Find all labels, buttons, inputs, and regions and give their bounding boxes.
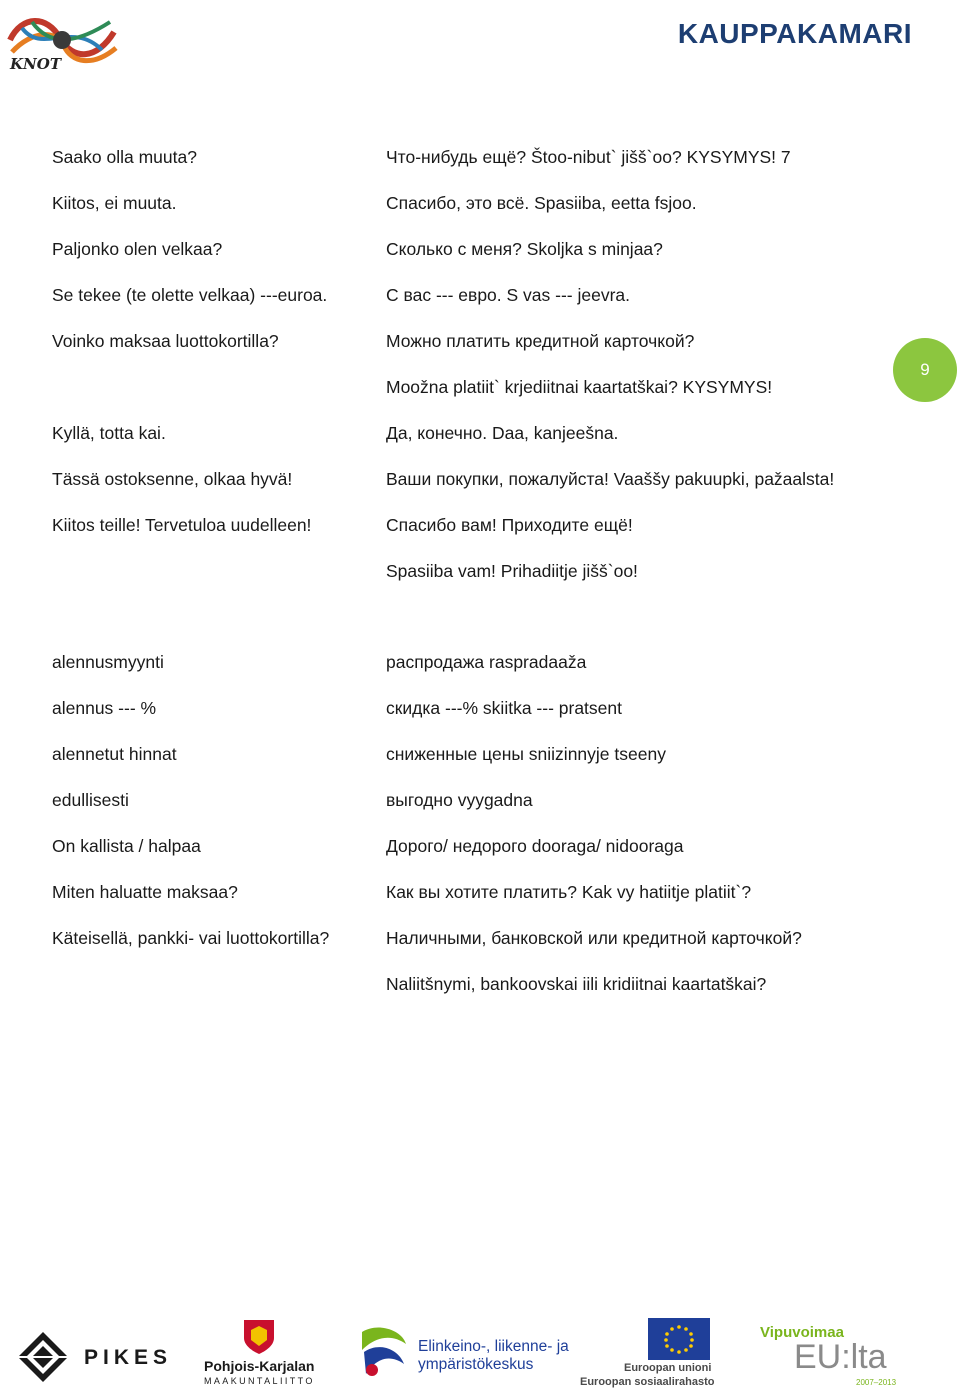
phrase-fi: Kiitos, ei muuta. [52,193,177,213]
ely-keskus-name-line1: Elinkeino-, liikenne- ja [418,1338,569,1355]
knot-logo [2,10,120,72]
phrase-fi: Paljonko olen velkaa? [52,239,223,259]
phrase-fi: alennusmyynti [52,652,164,672]
phrase-fi: edullisesti [52,790,129,810]
pohjois-karjalan-name: Pohjois-Karjalan [204,1358,315,1374]
phrase-fi: On kallista / halpaa [52,836,201,856]
phrase-fi: Tässä ostoksenne, olkaa hyvä! [52,469,293,489]
phrase-ru: Ваши покупки, пожалуйста! Vaaššy pakuupki, pažaalsta! [386,469,835,489]
pohjois-karjalan-subtitle: MAAKUNTALIITTO [204,1376,315,1386]
phrase-ru: Spasiiba vam! Prihadiitje jišš`oo! [386,561,638,581]
phrase-ru: Moožna platiit` krjediitnai kaartatškai? KYSYMYS! [386,377,773,397]
vipuvoimaa-eu-text: EU:lta [794,1338,887,1376]
pohjois-karjalan-crest-icon [242,1318,276,1356]
phrase-ru: Naliitšnymi, bankoovskai iili kridiitnai kaartatškai? [386,974,767,994]
ely-keskus-logo-icon [358,1324,410,1380]
phrase-ru: Можно платить кредитной карточкой? [386,331,695,351]
phrase-ru: С вас --- евро. S vas --- jeevra. [386,285,631,305]
vipuvoimaa-years: 2007–2013 [856,1378,897,1387]
phrase-ru: Что-нибудь ещё? Štoo-nibut` jišš`oo? KYSYMYS! 7 [386,147,791,167]
pikes-logo-text: PIKES [84,1346,173,1369]
phrase-ru: сниженные цены sniizinnyje tseeny [386,744,666,764]
phrase-ru: Да, конечно. Daa, kanjeešna. [386,423,619,443]
phrase-fi: Käteisellä, pankki- vai luottokortilla? [52,928,330,948]
phrase-fi: Miten haluatte maksaa? [52,882,238,902]
phrase-fi: Kiitos teille! Tervetuloa uudelleen! [52,515,312,535]
page-header [0,0,960,90]
eu-name: Euroopan unioni [624,1362,712,1374]
ely-keskus-name-line2: ympäristökeskus [418,1356,534,1373]
sponsor-logos [0,1310,960,1389]
eu-flag-icon [648,1318,710,1360]
phrase-fi: alennus --- % [52,698,157,718]
phrase-ru: Сколько с меня? Skoljka s minjaa? [386,239,663,259]
phrase-fi: alennetut hinnat [52,744,177,764]
pikes-logo-icon [16,1330,70,1384]
phrase-ru: распродажа raspradaaža [386,652,587,672]
eu-fund-name: Euroopan sosiaalirahasto [580,1376,715,1388]
phrase-ru: Дорого/ недорого dooraga/ nidooraga [386,836,684,856]
phrase-ru: Спасибо, это всё. Spasiiba, eetta fsjoo. [386,193,697,213]
kauppakamari-logo: KAUPPAKAMARI [677,18,912,49]
vipuvoimaa-title: Vipuvoimaa [760,1324,844,1341]
phrase-ru: выгодно vyygadna [386,790,533,810]
phrase-ru: Спасибо вам! Приходите ещё! [386,515,633,535]
page-number-badge: 9 [893,338,957,402]
phrase-fi: Se tekee (te olette velkaa) ---euroa. [52,285,328,305]
phrase-ru: Как вы хотите платить? Kak vy hatiitje platiit`? [386,882,752,902]
phrase-ru: Наличными, банковской или кредитной карточкой? [386,928,802,948]
phrase-fi: Saako olla muuta? [52,147,197,167]
knot-logo-text: KNOT [10,55,61,72]
phrase-ru: скидка ---% skiitka --- pratsent [386,698,622,718]
phrase-fi: Voinko maksaa luottokortilla? [52,331,279,351]
phrase-fi: Kyllä, totta kai. [52,423,166,443]
